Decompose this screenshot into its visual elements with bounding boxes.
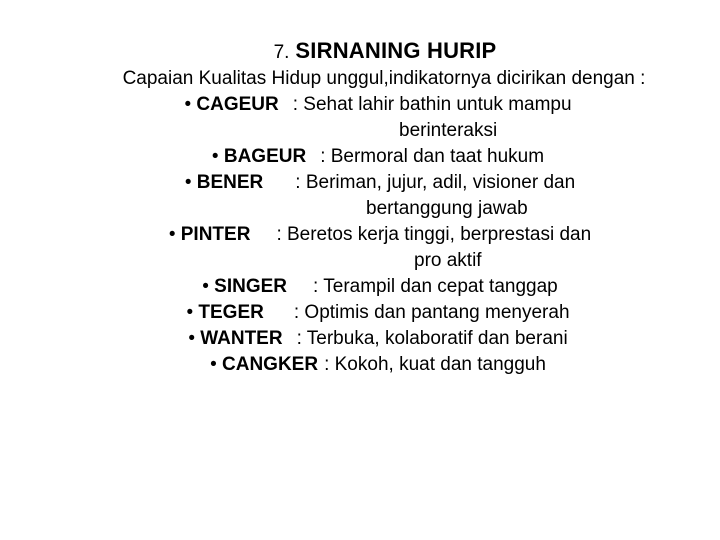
bullet: • xyxy=(188,328,195,349)
bullet: • xyxy=(210,354,217,375)
desc-cageur-cont: berinteraksi xyxy=(399,120,498,141)
list-item-teger xyxy=(2,300,720,326)
list-item-wanter xyxy=(2,326,720,352)
desc-teger: : Optimis dan pantang menyerah xyxy=(293,302,570,323)
desc-singer: : Terampil dan cepat tanggap xyxy=(313,276,558,297)
bullet: • xyxy=(186,302,194,323)
term-bener: BENER xyxy=(196,172,264,193)
desc-pinter: : Beretos kerja tinggi, berprestasi dan xyxy=(276,224,592,245)
desc-pinter-cont: pro aktif xyxy=(414,250,482,271)
title-number: 7. xyxy=(273,42,290,63)
list-item-pinter xyxy=(0,222,720,248)
term-bageur: BAGEUR xyxy=(223,146,307,167)
desc-cangker: : Kokoh, kuat dan tangguh xyxy=(324,354,546,375)
list-item-bageur xyxy=(2,144,720,170)
bullet: • xyxy=(184,94,192,115)
desc-bener: : Beriman, jujur, adil, visioner dan xyxy=(295,172,576,193)
term-pinter: PINTER xyxy=(180,224,251,245)
bullet: • xyxy=(184,172,192,193)
desc-bageur: : Bermoral dan taat hukum xyxy=(320,146,545,167)
term-wanter: WANTER xyxy=(200,328,283,349)
term-cangker: CANGKER xyxy=(222,354,319,375)
term-cageur: CAGEUR xyxy=(196,94,279,115)
desc-wanter: : Terbuka, kolaboratif dan berani xyxy=(296,328,568,349)
desc-bener-cont: bertanggung jawab xyxy=(366,198,528,219)
list-item-bener xyxy=(4,170,720,196)
bullet: • xyxy=(211,146,219,167)
term-singer: SINGER xyxy=(214,276,288,297)
list-item-cageur xyxy=(2,92,720,118)
intro-text: Capaian Kualitas Hidup unggul,indikatornya dicirikan dengan : xyxy=(122,68,646,89)
desc-cageur: : Sehat lahir bathin untuk mampu xyxy=(292,94,572,115)
term-teger: TEGER xyxy=(198,302,264,323)
list-item-cangker xyxy=(2,352,720,378)
bullet: • xyxy=(168,224,176,245)
title-text: SIRNANING HURIP xyxy=(295,38,497,63)
list-item-singer xyxy=(4,274,720,300)
bullet: • xyxy=(202,276,209,297)
slide-title xyxy=(0,38,720,64)
